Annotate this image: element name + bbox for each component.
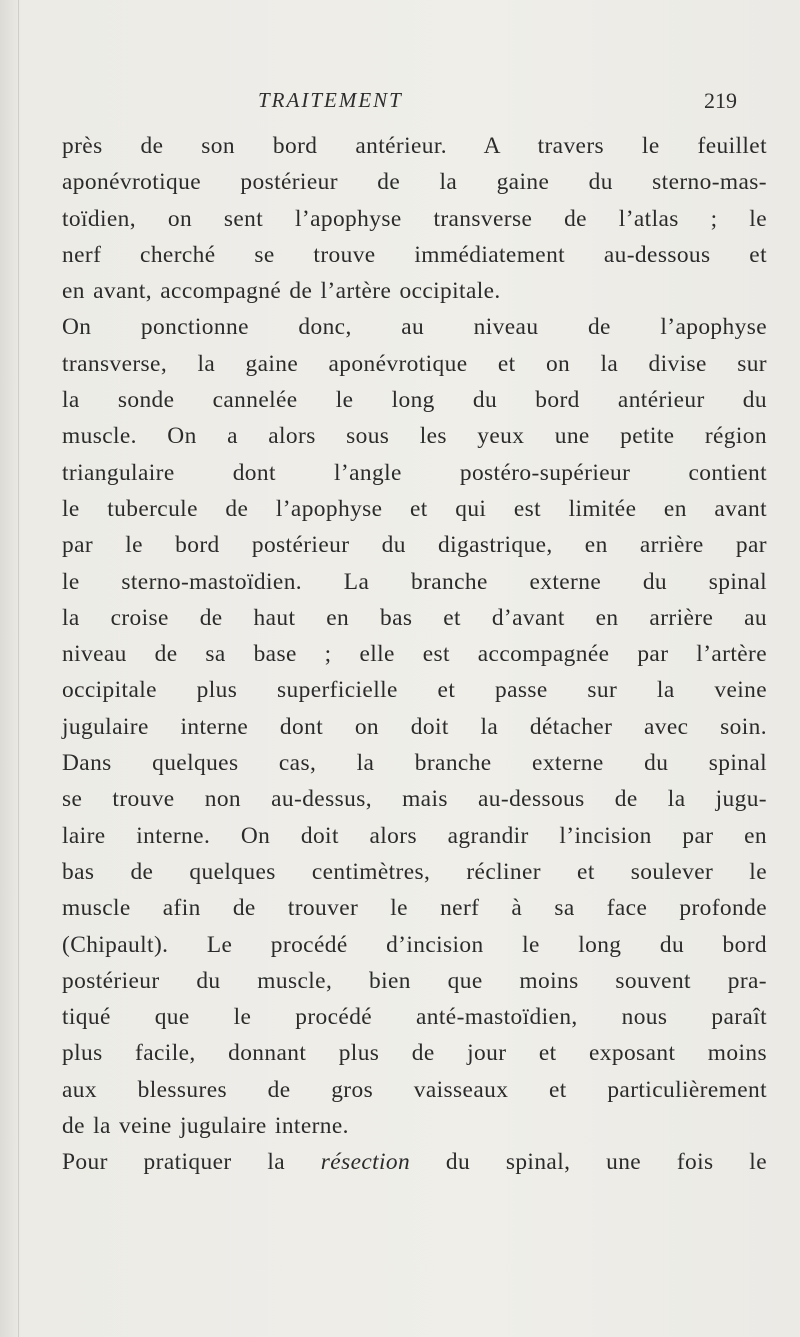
text-line: On ponctionne donc, au niveau de l’apophyse bbox=[62, 314, 767, 341]
text-line: tiqué que le procédé anté-mastoïdien, nous paraît bbox=[62, 1004, 767, 1031]
text-line: en avant, accompagné de l’artère occipitale. bbox=[62, 278, 501, 305]
text-line: muscle. On a alors sous les yeux une petite région bbox=[62, 423, 767, 450]
text-segment: du spinal, une fois le bbox=[410, 1149, 767, 1176]
body-text bbox=[62, 128, 767, 1181]
text-line: transverse, la gaine aponévrotique et on la divise sur bbox=[62, 350, 767, 377]
text-line: la croise de haut en bas et d’avant en arrière au bbox=[62, 604, 767, 631]
text-line: jugulaire interne dont on doit la détacher avec soin. bbox=[62, 713, 767, 740]
text-line: (Chipault). Le procédé d’incision le long du bord bbox=[62, 931, 767, 958]
italic-term: résection bbox=[320, 1149, 411, 1176]
text-segment: Pour pratiquer la bbox=[62, 1149, 321, 1176]
text-line: Dans quelques cas, la branche externe du spinal bbox=[62, 750, 767, 777]
running-head: TRAITEMENT bbox=[258, 88, 403, 112]
text-line: aux blessures de gros vaisseaux et particulièrement bbox=[62, 1076, 767, 1103]
text-line: aponévrotique postérieur de la gaine du sterno-mas- bbox=[62, 169, 767, 196]
text-line: la sonde cannelée le long du bord antérieur du bbox=[62, 387, 767, 414]
page-number: 219 bbox=[704, 88, 737, 113]
text-line: postérieur du muscle, bien que moins souvent pra- bbox=[62, 967, 767, 994]
text-line-last bbox=[62, 1144, 767, 1180]
text-line: le tubercule de l’apophyse et qui est limitée en avant bbox=[62, 495, 767, 522]
text-line: niveau de sa base ; elle est accompagnée par l’artère bbox=[62, 641, 767, 668]
text-line: nerf cherché se trouve immédiatement au-dessous et bbox=[62, 241, 767, 268]
text-line: de la veine jugulaire interne. bbox=[62, 1113, 349, 1140]
text-line: toïdien, on sent l’apophyse transverse de l’atlas ; le bbox=[62, 205, 767, 232]
page-header bbox=[0, 88, 800, 118]
page-gutter bbox=[18, 0, 19, 1337]
text-line: bas de quelques centimètres, récliner et soulever le bbox=[62, 858, 767, 885]
text-line: occipitale plus superficielle et passe sur la veine bbox=[62, 677, 767, 704]
text-line: le sterno-mastoïdien. La branche externe du spinal bbox=[62, 568, 767, 595]
text-line: plus facile, donnant plus de jour et exposant moins bbox=[62, 1040, 767, 1067]
text-line: par le bord postérieur du digastrique, en arrière par bbox=[62, 532, 767, 559]
text-line: triangulaire dont l’angle postéro-supérieur contient bbox=[62, 459, 767, 486]
text-line: muscle afin de trouver le nerf à sa face profonde bbox=[62, 895, 767, 922]
text-line: près de son bord antérieur. A travers le feuillet bbox=[62, 133, 767, 159]
text-line: se trouve non au-dessus, mais au-dessous de la jugu- bbox=[62, 786, 767, 813]
text-line: laire interne. On doit alors agrandir l’incision par en bbox=[62, 822, 767, 849]
